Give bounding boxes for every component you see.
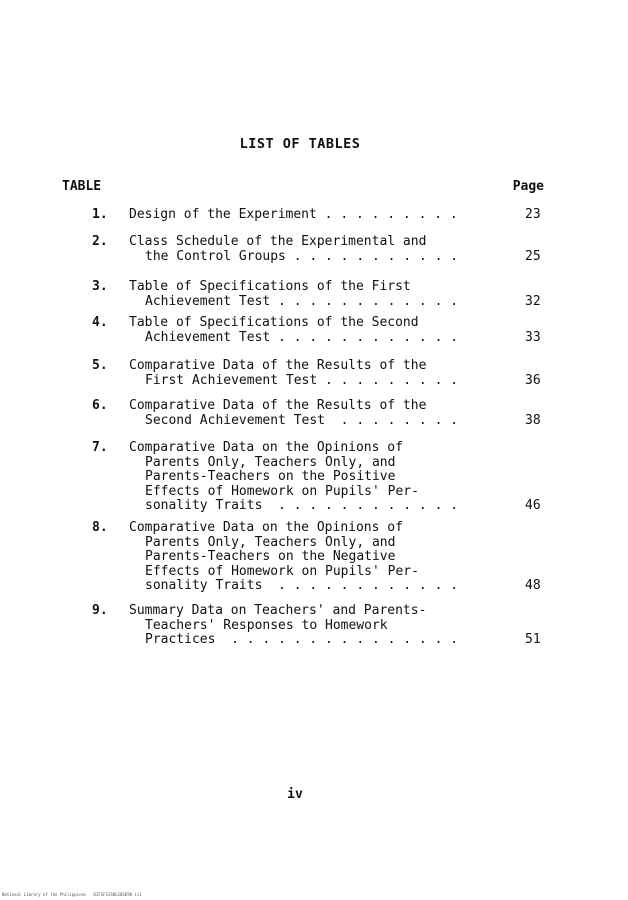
table-title-line: Practices . . . . . . . . . . . . . . .: [145, 632, 459, 647]
table-number: 5.: [92, 358, 108, 373]
table-title: [129, 316, 509, 345]
page-number: iv: [287, 787, 303, 802]
table-page-number: 46: [525, 498, 541, 513]
table-number: 9.: [92, 603, 108, 618]
table-number: 3.: [92, 279, 108, 294]
table-page-number: 48: [525, 578, 541, 593]
table-title-line: First Achievement Test . . . . . . . . .: [145, 372, 459, 388]
table-title: [129, 280, 509, 309]
table-number: 2.: [92, 234, 108, 249]
table-number: 1.: [92, 207, 108, 222]
table-title: [129, 441, 509, 514]
table-title-line: Comparative Data on the Opinions of: [129, 520, 403, 535]
table-title-line: Parents Only, Teachers Only, and: [145, 534, 396, 550]
table-page-number: 33: [525, 329, 541, 345]
table-title: [129, 208, 509, 223]
table-page-number: 36: [525, 372, 541, 388]
table-number: 8.: [92, 520, 108, 535]
table-title-line: Comparative Data on the Opinions of: [129, 440, 403, 455]
table-page-number: 25: [525, 248, 541, 264]
table-page-number: 51: [525, 632, 541, 647]
table-title-line: Achievement Test . . . . . . . . . . . .: [145, 293, 459, 309]
table-page-number: 23: [525, 207, 541, 222]
table-title: [129, 235, 509, 264]
table-title-line: Summary Data on Teachers' and Parents-: [129, 603, 427, 618]
table-title: [129, 399, 509, 428]
table-title-line: Achievement Test . . . . . . . . . . . .: [145, 329, 459, 345]
table-title-line: Design of the Experiment . . . . . . . . .: [129, 207, 458, 222]
table-page-number: 32: [525, 293, 541, 309]
table-title: [129, 359, 509, 388]
table-title-line: Parents-Teachers on the Positive: [145, 469, 396, 484]
table-title-line: sonality Traits . . . . . . . . . . . .: [145, 578, 459, 593]
table-title-line: Table of Specifications of the First: [129, 279, 411, 294]
table-title-line: the Control Groups . . . . . . . . . . .: [145, 248, 459, 264]
table-number: 4.: [92, 315, 108, 330]
table-title-line: Second Achievement Test . . . . . . . .: [145, 412, 459, 428]
table-number: 7.: [92, 440, 108, 455]
page-column-header: Page: [512, 179, 544, 194]
table-title-line: Class Schedule of the Experimental and: [129, 234, 427, 249]
page-title: LIST OF TABLES: [239, 136, 361, 152]
table-title: [129, 604, 509, 648]
table-title-line: Parents Only, Teachers Only, and: [145, 454, 396, 470]
table-title-line: Comparative Data of the Results of the: [129, 358, 427, 373]
table-title-line: Table of Specifications of the Second: [129, 315, 419, 330]
table-title-line: Effects of Homework on Pupils' Per-: [145, 563, 419, 579]
table-column-header: TABLE: [62, 179, 102, 194]
table-title-line: Teachers' Responses to Homework: [145, 617, 388, 633]
table-title-line: sonality Traits . . . . . . . . . . . .: [145, 498, 459, 513]
footer-text: National Library of the Philippines DIFSFS3S0G10SE98 iii: [2, 892, 142, 897]
table-title-line: Parents-Teachers on the Negative: [145, 549, 396, 564]
table-number: 6.: [92, 398, 108, 413]
table-page-number: 38: [525, 412, 541, 428]
table-title: [129, 521, 509, 594]
table-title-line: Effects of Homework on Pupils' Per-: [145, 483, 419, 499]
table-title-line: Comparative Data of the Results of the: [129, 398, 427, 413]
